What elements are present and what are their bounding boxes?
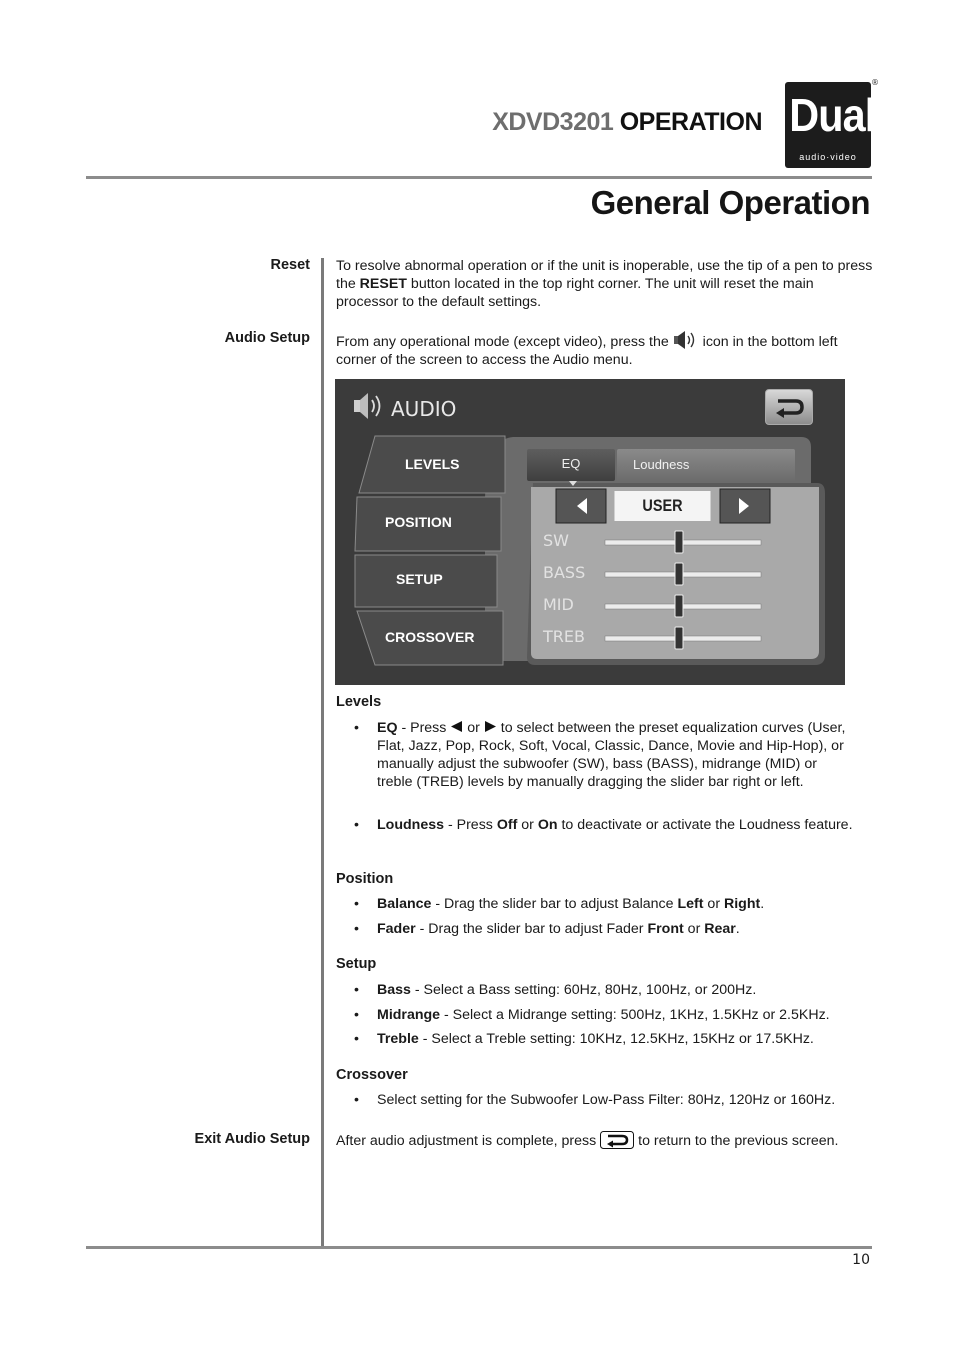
return-icon xyxy=(600,1131,634,1149)
on-term: On xyxy=(537,817,558,833)
crossover-tab[interactable]: CROSSOVER xyxy=(385,629,475,645)
position-tab[interactable]: POSITION xyxy=(385,514,452,530)
audio-screen-title: AUDIO xyxy=(391,397,457,421)
bass-term: Bass xyxy=(377,982,411,998)
fader-end: . xyxy=(735,921,740,937)
logo-subtitle: audio·video xyxy=(799,152,857,162)
audio-menu-screenshot xyxy=(335,379,845,685)
bullet: • xyxy=(354,921,359,937)
loudness-or: or xyxy=(517,817,538,833)
audio-setup-label: Audio Setup xyxy=(224,330,310,346)
top-rule xyxy=(86,176,872,179)
balance-end: . xyxy=(760,896,765,912)
crossover-bullet xyxy=(354,1091,870,1109)
right-arrow-icon xyxy=(484,720,497,733)
bullet: • xyxy=(354,1031,359,1047)
levels-tab[interactable]: LEVELS xyxy=(405,456,460,472)
loudness-term: Loudness xyxy=(377,817,445,833)
loudness-text-2: to deactivate or activate the Loudness feature. xyxy=(557,817,853,833)
loudness-text-1: - Press xyxy=(444,817,497,833)
setup-tab[interactable]: SETUP xyxy=(396,571,443,587)
logo-word: Dual xyxy=(789,89,876,141)
reset-text-1: To resolve abnormal operation or if the unit is inoperable, use the tip of a pen to press the xyxy=(336,258,873,292)
eq-bullet xyxy=(354,719,854,791)
midrange-text: - Select a Midrange setting: 500Hz, 1KHz, 1.5KHz or 2.5KHz. xyxy=(440,1007,830,1023)
front-term: Front xyxy=(647,921,684,937)
reset-label: Reset xyxy=(270,257,310,273)
bullet: • xyxy=(354,896,359,912)
exit-paragraph xyxy=(336,1131,876,1151)
left-term: Left xyxy=(677,896,704,912)
fader-term: Fader xyxy=(377,921,416,937)
fader-or: or xyxy=(683,921,705,937)
right-term: Right xyxy=(723,896,761,912)
midrange-term: Midrange xyxy=(377,1007,441,1023)
page-number: 10 xyxy=(852,1252,870,1268)
loudness-bullet xyxy=(354,816,854,834)
bullet: • xyxy=(354,982,359,998)
treb-label: TREB xyxy=(543,627,585,646)
bullet: • xyxy=(354,720,359,736)
audio-setup-text-1: From any operational mode (except video), press the xyxy=(336,334,673,350)
eq-tab[interactable]: EQ xyxy=(527,449,615,481)
column-divider xyxy=(321,258,324,1246)
dual-logo xyxy=(785,78,879,168)
treble-bullet xyxy=(354,1030,854,1048)
bass-bullet xyxy=(354,981,854,999)
balance-term: Balance xyxy=(377,896,432,912)
crossover-text: Select setting for the Subwoofer Low-Pass Filter: 80Hz, 120Hz or 160Hz. xyxy=(377,1092,836,1108)
reset-paragraph xyxy=(336,257,876,311)
crossover-heading: Crossover xyxy=(336,1067,408,1083)
off-term: Off xyxy=(496,817,518,833)
bullet: • xyxy=(354,817,359,833)
setup-heading: Setup xyxy=(336,956,377,972)
bottom-rule xyxy=(86,1246,872,1249)
bass-text: - Select a Bass setting: 60Hz, 80Hz, 100Hz, or 200Hz. xyxy=(410,982,757,998)
page-title: General Operation xyxy=(590,184,870,221)
eq-preset-display: USER xyxy=(614,491,710,521)
left-arrow-icon xyxy=(450,720,463,733)
model-heading xyxy=(492,108,762,137)
midrange-bullet xyxy=(354,1006,854,1024)
mid-label: MID xyxy=(543,595,574,614)
audio-setup-text-2: icon in the bottom left corner of the screen to access the Audio menu. xyxy=(336,334,838,368)
eq-text-2: to select between the preset equalization curves (User, Flat, Jazz, Pop, Rock, Soft, Vocal, Classic, Dance, Movie and Hip-Hop), or manually adjust the subwoofer (SW), bass (BASS), midrange (MID) or treble (TREB) levels by manually dragging the slider bar right or left. xyxy=(377,720,846,790)
exit-text-1: After audio adjustment is complete, press xyxy=(336,1133,601,1149)
exit-text-2: to return to the previous screen. xyxy=(634,1133,839,1149)
audio-setup-paragraph xyxy=(336,330,876,369)
exit-audio-setup-label: Exit Audio Setup xyxy=(194,1131,310,1147)
sw-label: SW xyxy=(543,531,569,550)
levels-heading: Levels xyxy=(336,694,382,710)
eq-or: or xyxy=(463,720,484,736)
treble-term: Treble xyxy=(377,1031,419,1047)
balance-text: - Drag the slider bar to adjust Balance xyxy=(431,896,678,912)
balance-bullet xyxy=(354,895,854,913)
position-heading: Position xyxy=(336,871,394,887)
bullet: • xyxy=(354,1007,359,1023)
section-name: OPERATION xyxy=(619,108,762,136)
balance-or: or xyxy=(703,896,724,912)
registered-mark: ® xyxy=(871,78,879,87)
reset-text-2: button located in the top right corner. The unit will reset the main processor to the default settings. xyxy=(336,276,814,310)
reset-term: RESET xyxy=(359,276,407,292)
rear-term: Rear xyxy=(704,921,736,937)
treble-text: - Select a Treble setting: 10KHz, 12.5KHz, 15KHz or 17.5KHz. xyxy=(418,1031,814,1047)
loudness-tab[interactable]: Loudness xyxy=(617,449,795,481)
bass-label: BASS xyxy=(543,563,586,582)
speaker-icon xyxy=(673,330,699,350)
fader-bullet xyxy=(354,920,854,938)
model-name: XDVD3201 xyxy=(492,108,614,136)
eq-text-1: - Press xyxy=(397,720,451,736)
bullet: • xyxy=(354,1092,359,1108)
eq-term: EQ xyxy=(377,720,398,736)
fader-text: - Drag the slider bar to adjust Fader xyxy=(415,921,648,937)
